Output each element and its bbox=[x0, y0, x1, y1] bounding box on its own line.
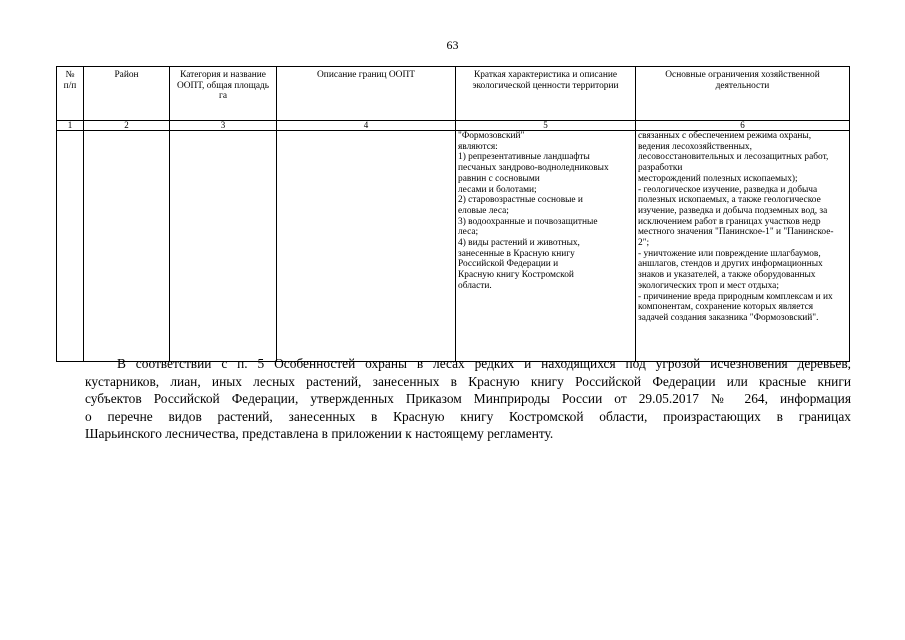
cell-restrictions bbox=[636, 131, 850, 362]
cell-text-line: равнин с сосновыми bbox=[458, 173, 540, 184]
page-number: 63 bbox=[446, 38, 459, 52]
cell-text-line: ведения лесохозяйственных, bbox=[638, 141, 752, 152]
cell-text-line: задачей создания заказника "Формозовский". bbox=[638, 312, 819, 323]
cell-text-line: 2) старовозрастные сосновые и bbox=[458, 195, 583, 206]
cell-text-line: полезных ископаемых, а также геологическое bbox=[638, 195, 821, 206]
cell-text-line: 2"; bbox=[638, 238, 650, 249]
cell-text-line: исключением работ в границах участков недр bbox=[638, 216, 821, 227]
cell-text-line: песчаных зандрово-водноледниковых bbox=[458, 163, 609, 174]
paragraph-line: субъектов Российской Федерации, утвержденных Приказом Минприроды России от 29.05.2017 № 264, информация bbox=[85, 391, 851, 406]
cell-text-line: области. bbox=[458, 280, 492, 291]
cell-text-line: Красную книгу Костромской bbox=[458, 270, 574, 281]
cell-text-line: знаков и указателей, а также оборудованных bbox=[638, 270, 816, 281]
cell-boundaries bbox=[277, 131, 456, 362]
paragraph-line: Шарьинского лесничества, представлена в приложении к настоящему регламенту. bbox=[85, 426, 554, 441]
cell-text-line: связанных с обеспечением режима охраны, bbox=[638, 131, 812, 141]
paragraph-line: о перечне видов растений, занесенных в Красную книгу Костромской области, произрастающих в границах bbox=[85, 408, 851, 424]
cell-text-line: экологических троп и мест отдыха; bbox=[638, 280, 779, 291]
cell-text-line: - геологическое изучение, разведка и добыча bbox=[638, 184, 818, 195]
body-paragraph bbox=[85, 355, 851, 443]
column-number: 1 bbox=[57, 121, 84, 131]
header-characteristics: Краткая характеристика и описание экологической ценности территории bbox=[456, 67, 636, 121]
column-number: 6 bbox=[636, 121, 850, 131]
cell-text-line: являются: bbox=[458, 141, 498, 152]
cell-text-line: еловые леса; bbox=[458, 205, 509, 216]
cell-text-line: - уничтожение или повреждение шлагбаумов, bbox=[638, 248, 821, 259]
header-number: № п/п bbox=[57, 67, 84, 121]
column-number: 3 bbox=[170, 121, 277, 131]
cell-text-line: 4) виды растений и животных, bbox=[458, 238, 580, 249]
oopt-table bbox=[56, 66, 850, 362]
header-category: Категория и название ООПТ, общая площадь га bbox=[170, 67, 277, 121]
paragraph-line: В соответствии с п. 5 Особенностей охраны в лесах редких и находящихся под угрозой исчезновения деревьев, bbox=[117, 356, 851, 371]
column-number: 4 bbox=[277, 121, 456, 131]
column-number: 2 bbox=[84, 121, 170, 131]
cell-text-line: занесенные в Красную книгу bbox=[458, 248, 575, 259]
cell-district bbox=[84, 131, 170, 362]
column-number-row bbox=[57, 121, 850, 131]
cell-text-line: "Формозовский" bbox=[458, 131, 525, 141]
cell-text-line: месторождений полезных ископаемых); bbox=[638, 173, 798, 184]
table-row bbox=[57, 131, 850, 362]
cell-text-line: лесовосстановительных и лесозащитных работ, bbox=[638, 152, 829, 163]
cell-text-line: местного значения "Панинское-1" и "Панинское- bbox=[638, 227, 834, 238]
cell-text-line: Российской Федерации и bbox=[458, 259, 559, 270]
cell-text-line: - причинение вреда природным комплексам и их bbox=[638, 291, 833, 302]
cell-text-line: компонентам, сохранение которых является bbox=[638, 302, 814, 313]
paragraph-line: кустарников, лиан, иных лесных растений, занесенных в Красную книгу Российской Федерации или красные книги bbox=[85, 373, 851, 389]
cell-text-line: разработки bbox=[638, 163, 683, 174]
cell-text-line: 1) репрезентативные ландшафты bbox=[458, 152, 590, 163]
table-header-row bbox=[57, 67, 850, 121]
column-number: 5 bbox=[456, 121, 636, 131]
cell-category bbox=[170, 131, 277, 362]
cell-characteristics bbox=[456, 131, 636, 362]
cell-text-line: изучение, разведка и добыча подземных вод, за bbox=[638, 205, 828, 216]
cell-text-line: аншлагов, стендов и других информационных bbox=[638, 259, 823, 270]
cell-text-line: 3) водоохранные и почвозащитные bbox=[458, 216, 598, 227]
cell-text-line: леса; bbox=[458, 227, 479, 238]
header-boundaries: Описание границ ООПТ bbox=[277, 67, 456, 121]
header-restrictions: Основные ограничения хозяйственной деятельности bbox=[636, 67, 850, 121]
cell-text-line: лесами и болотами; bbox=[458, 184, 537, 195]
cell-number bbox=[57, 131, 84, 362]
header-district: Район bbox=[84, 67, 170, 121]
